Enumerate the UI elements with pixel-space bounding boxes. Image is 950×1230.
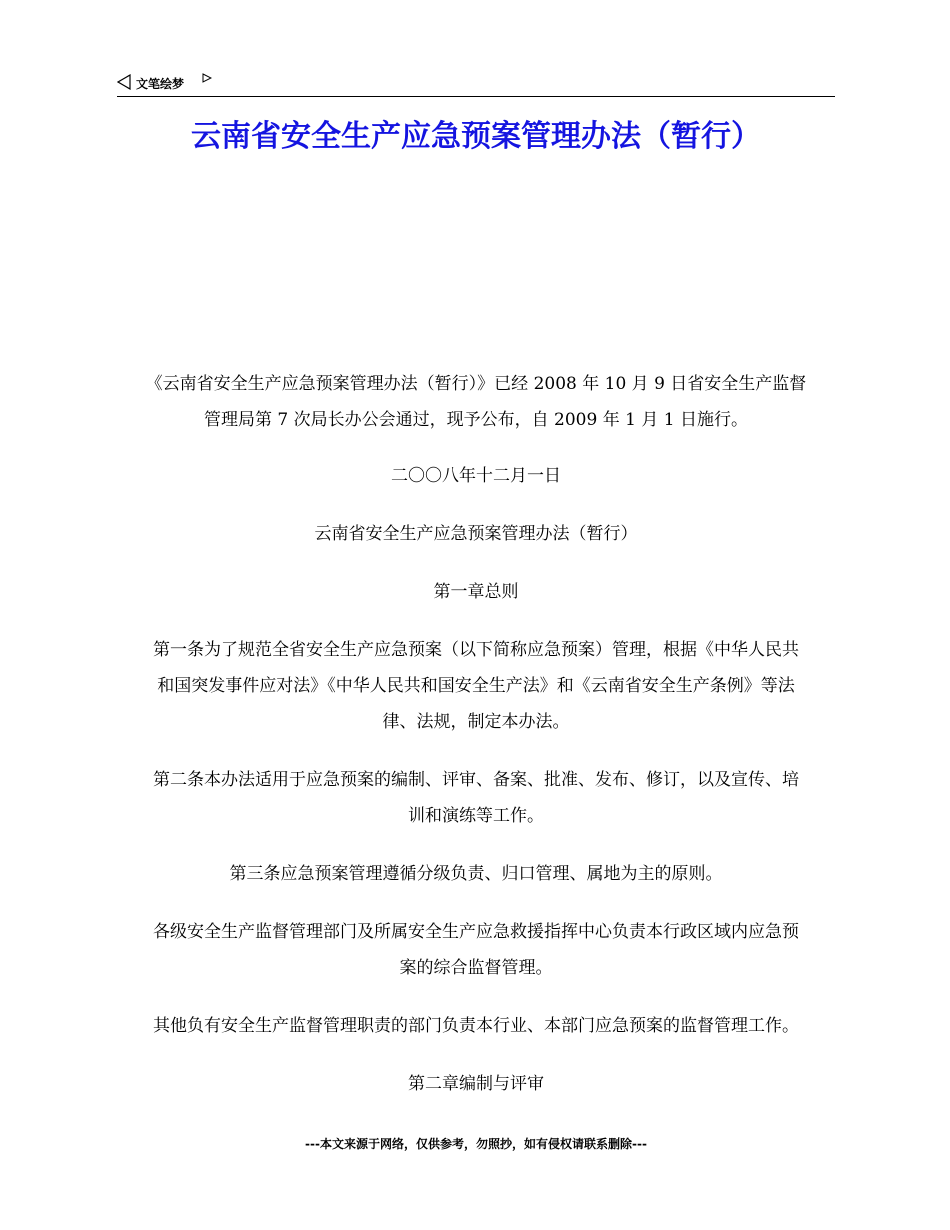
text-line: 云南省安全生产应急预案管理办法（暂行）	[314, 524, 638, 544]
paragraph-subtitle	[117, 516, 835, 552]
header-label: 文笔绘梦	[136, 77, 185, 91]
paragraph-announcement	[117, 366, 835, 438]
article-2	[117, 762, 835, 834]
text-line: 其他负有安全生产监督管理职责的部门负责本行业、本部门应急预案的监督管理工作。	[153, 1016, 799, 1036]
article-1	[117, 632, 835, 740]
text-line: 管理局第 7 次局长办公会通过，现予公布，自 2009 年 1 月 1 日施行。	[204, 410, 748, 430]
triangle-left-outline-icon	[117, 74, 131, 90]
text-line: 第一条为了规范全省安全生产应急预案（以下简称应急预案）管理，根据《中华人民共	[153, 640, 799, 660]
text-line: 训和演练等工作。	[408, 806, 544, 826]
article-3-para-2	[117, 914, 835, 986]
document-title: 云南省安全生产应急预案管理办法（暂行）	[191, 119, 761, 154]
text-line: 和国突发事件应对法》《中华人民共和国安全生产法》和《云南省安全生产条例》等法	[157, 676, 795, 696]
page-header	[117, 72, 835, 97]
chapter-heading-1	[117, 574, 835, 610]
chapter-heading-2	[117, 1066, 835, 1102]
article-3-para-3	[117, 1008, 835, 1044]
text-line: 各级安全生产监督管理部门及所属安全生产应急救援指挥中心负责本行政区域内应急预	[153, 922, 799, 942]
paragraph-date	[117, 458, 835, 494]
text-line: 律、法规，制定本办法。	[382, 712, 570, 732]
text-line: 《云南省安全生产应急预案管理办法（暂行）》已经 2008 年 10 月 9 日省安全生产监督	[145, 374, 807, 394]
text-line: 第一章总则	[433, 582, 519, 602]
text-line: 第二条本办法适用于应急预案的编制、评审、备案、批准、发布、修订，以及宣传、培	[153, 770, 799, 790]
article-3	[117, 856, 835, 892]
text-line: 第二章编制与评审	[408, 1074, 544, 1094]
text-line: 第三条应急预案管理遵循分级负责、归口管理、属地为主的原则。	[229, 864, 723, 884]
text-line: 二〇〇八年十二月一日	[391, 466, 561, 486]
page-footer: ---本文来源于网络，仅供参考，勿照抄，如有侵权请联系删除---	[305, 1137, 647, 1151]
triangle-right-outline-icon	[202, 73, 212, 83]
text-line: 案的综合监督管理。	[399, 958, 553, 978]
